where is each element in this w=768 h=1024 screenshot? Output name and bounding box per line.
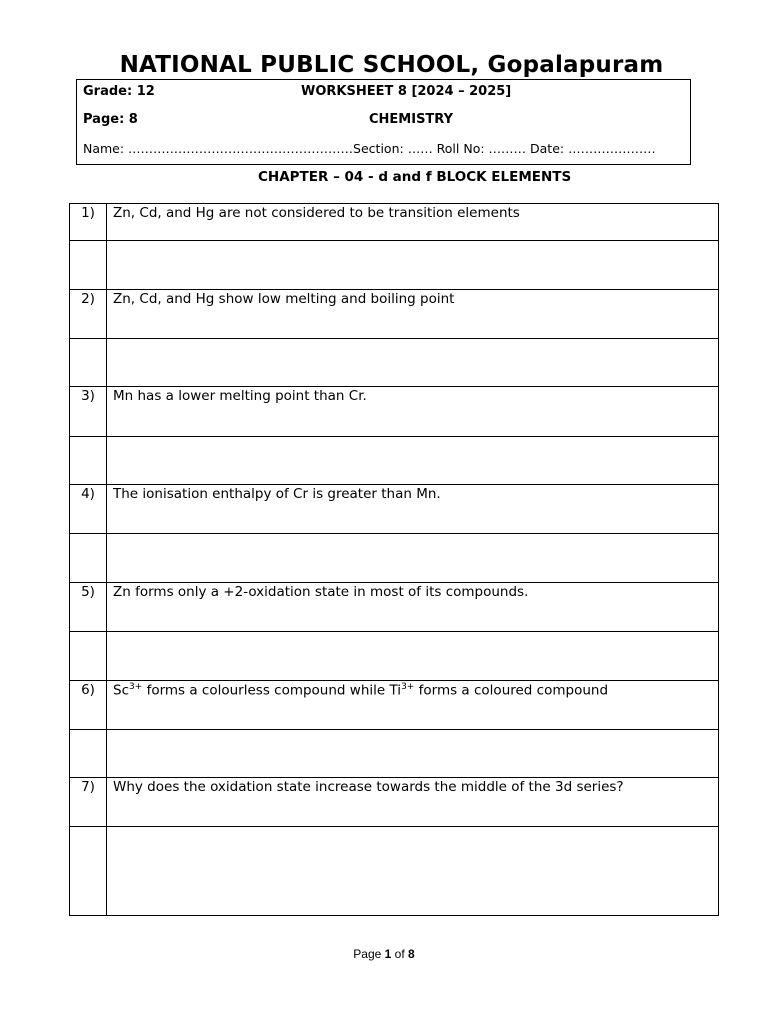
student-info-box bbox=[76, 79, 691, 165]
page-footer bbox=[0, 947, 768, 961]
charge-superscript: 3+ bbox=[129, 682, 143, 692]
question-number: 4) bbox=[70, 485, 107, 534]
answer-space[interactable] bbox=[107, 241, 719, 290]
question-row bbox=[70, 204, 719, 241]
answer-number-cell bbox=[70, 339, 107, 387]
question-row bbox=[70, 290, 719, 339]
answer-number-cell bbox=[70, 730, 107, 778]
question-number: 1) bbox=[70, 204, 107, 241]
charge-superscript: 3+ bbox=[401, 682, 415, 692]
question-row bbox=[70, 485, 719, 534]
answer-space[interactable] bbox=[107, 730, 719, 778]
answer-number-cell bbox=[70, 437, 107, 485]
question-text: Mn has a lower melting point than Cr. bbox=[107, 387, 719, 437]
question-number: 6) bbox=[70, 681, 107, 730]
question-number: 3) bbox=[70, 387, 107, 437]
answer-space[interactable] bbox=[107, 339, 719, 387]
answer-number-cell bbox=[70, 241, 107, 290]
question-text: The ionisation enthalpy of Cr is greater than Mn. bbox=[107, 485, 719, 534]
question-row bbox=[70, 583, 719, 632]
grade-label: Grade: 12 bbox=[83, 84, 155, 99]
scandium-symbol: Sc bbox=[113, 682, 129, 699]
question-text-end: forms a coloured compound bbox=[414, 682, 609, 699]
footer-middle: of bbox=[391, 947, 409, 961]
question-text-middle: forms a colourless compound while Ti bbox=[142, 682, 402, 699]
question-number: 5) bbox=[70, 583, 107, 632]
subject-label: CHEMISTRY bbox=[369, 112, 454, 127]
worksheet-label: WORKSHEET 8 [2024 – 2025] bbox=[301, 84, 512, 99]
question-table bbox=[69, 203, 719, 916]
chapter-heading: CHAPTER – 04 - d and f BLOCK ELEMENTS bbox=[258, 169, 572, 185]
question-text: Zn forms only a +2-oxidation state in most of its compounds. bbox=[107, 583, 719, 632]
question-text bbox=[107, 681, 719, 730]
page-label: Page: 8 bbox=[83, 112, 138, 127]
answer-number-cell bbox=[70, 827, 107, 916]
answer-space[interactable] bbox=[107, 632, 719, 681]
question-row bbox=[70, 778, 719, 827]
answer-space[interactable] bbox=[107, 827, 719, 916]
question-number: 7) bbox=[70, 778, 107, 827]
answer-space[interactable] bbox=[107, 534, 719, 583]
total-pages-number: 8 bbox=[408, 947, 415, 961]
answer-row bbox=[70, 437, 719, 485]
answer-row bbox=[70, 827, 719, 916]
question-text: Zn, Cd, and Hg show low melting and boiling point bbox=[107, 290, 719, 339]
question-row bbox=[70, 681, 719, 730]
answer-space[interactable] bbox=[107, 437, 719, 485]
footer-prefix: Page bbox=[353, 947, 385, 961]
question-number: 2) bbox=[70, 290, 107, 339]
question-text: Zn, Cd, and Hg are not considered to be transition elements bbox=[107, 204, 719, 241]
current-page-number: 1 bbox=[384, 947, 392, 961]
answer-row bbox=[70, 241, 719, 290]
answer-row bbox=[70, 632, 719, 681]
answer-row bbox=[70, 534, 719, 583]
answer-number-cell bbox=[70, 632, 107, 681]
answer-row bbox=[70, 339, 719, 387]
school-title: NATIONAL PUBLIC SCHOOL, Gopalapuram bbox=[119, 52, 664, 78]
answer-number-cell bbox=[70, 534, 107, 583]
question-text: Why does the oxidation state increase towards the middle of the 3d series? bbox=[107, 778, 719, 827]
name-section-rollno-date-line: Name: ………………………………………………Section: …… Roll No: ……… Date: ………………… bbox=[83, 141, 656, 156]
question-row bbox=[70, 387, 719, 437]
answer-row bbox=[70, 730, 719, 778]
